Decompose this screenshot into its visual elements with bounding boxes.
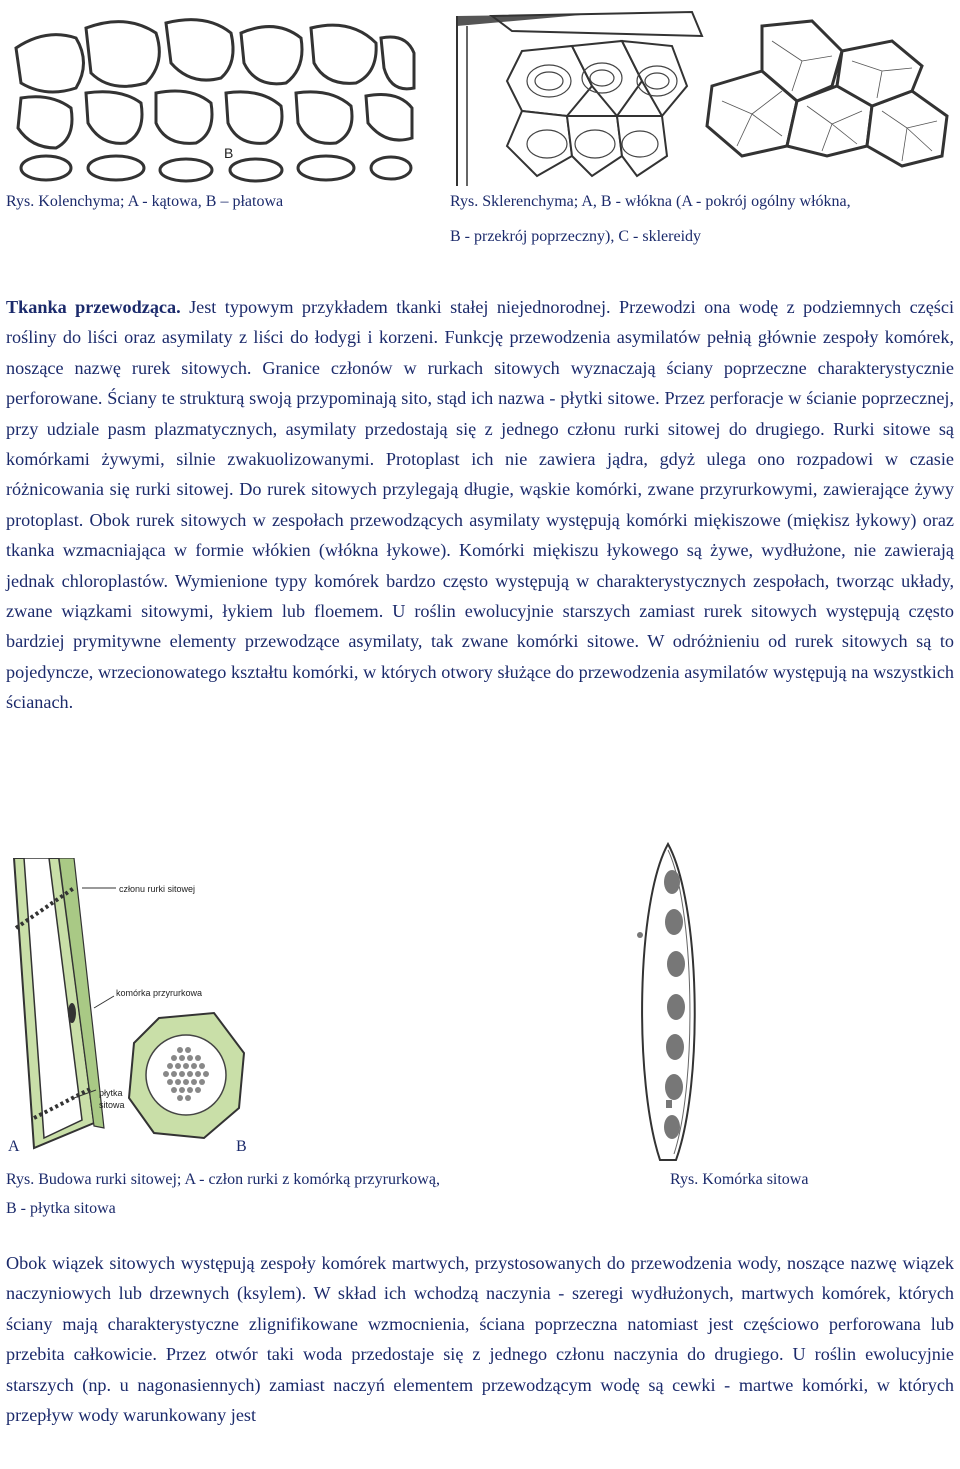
rurka-sitowa-figure [4,858,256,1158]
label-plytka-1: płytka [99,1088,123,1098]
komorka-sitowa-caption: Rys. Komórka sitowa [670,1171,809,1188]
label-czlon-rurki: członu rurki sitowej [119,884,196,894]
kolenchyma-caption: Rys. Kolenchyma; A - kątowa, B – płatowa [6,193,284,210]
sklerenchyma-figure [452,6,952,188]
sklerenchyma-caption-line1: Rys. Sklerenchyma; A, B - włókna (A - pokrój ogólny włókna, [450,193,851,210]
kolenchyma-label-b: B [224,145,234,161]
label-komorka-przyrurkowa: komórka przyrurkowa [116,988,203,998]
paragraph-body: Jest typowym przykładem tkanki stałej niejednorodnej. Przewodzi ona wodę z podziemnych części rośliny do liści oraz asymilaty z liści do łodygi i korzeni. Funkcję przewodzenia asymilatów pełnią głównie zespoły komórek, noszące nazwę rurek sitowych. Granice członów w rurkach sitowych wyznaczają ściany poprzeczne charakterystycznie perforowane. Ściany te strukturą swoją przypominają sito, stąd ich nazwa - płytki sitowe. Przez perforacje w ścianie poprzecznej, przy udziale pasm plazmatycznych, asymilaty przedostają się z jednego członu rurki sitowej do drugiego. Rurki sitowe są komórkami żywymi, silnie zwakuolizowanymi. Protoplast ich nie zawiera jądra, gdyż ulega ono rozpadowi w czasie różnicowania się rurki sitowej. Do rurek sitowych przylegają długie, wąskie komórki, zwane przyrurkowymi, zawierające żywy protoplast. Obok rurek sitowych w zespołach przewodzących asymilaty występują komórki miękiszowe (miękisz łykowy) oraz tkanka wzmacniająca w formie włókien (włókna łykowe). Komórki miękiszu łykowego są żywe, wydłużone, nie zawierają jednak chloroplastów. Wymienione typy komórek bardzo często występują w charakterystycznych zespołach, tworząc układy, zwane wiązkami sitowymi, łykiem lub floemem. U roślin ewolucyjnie starszych zamiast rurek sitowych występują często bardziej prymitywne elementy przewodzące asymilaty, tak zwane komórki sitowe. W odróżnieniu od rurek sitowych są to pojedyncze, wrzecionowatego kształtu komórki, w których otwory służące do przewodzenia asymilatów występują na wszystkich ścianach. [6,297,955,713]
rurka-caption-line2: B - płytka sitowa [6,1200,116,1217]
rurka-caption-line1: Rys. Budowa rurki sitowej; A - człon rurki z komórką przyrurkową, [6,1171,440,1188]
komorka-sitowa-figure [628,842,710,1164]
label-plytka-2: sitowa [99,1100,125,1110]
kolenchyma-figure [6,8,416,188]
paragraph-tkanka-przewodzaca [6,292,954,718]
rurka-label-b: B [236,1138,247,1155]
sklerenchyma-caption-line2: B - przekrój poprzeczny), C - sklereidy [450,228,702,245]
rurka-label-a: A [8,1138,20,1155]
paragraph-wiazki-naczyniowe [6,1248,954,1430]
paragraph2-body: Obok wiązek sitowych występują zespoły komórek martwych, przystosowanych do przewodzenia wody, noszące nazwę wiązek naczyniowych lub drzewnych (ksylem). W skład ich wchodzą naczynia - szeregi wydłużonych, martwych komórek, których ściany mają charakterystyczne zlignifikowane wzmocnienia, ściana poprzeczna natomiast jest częściowo perforowana lub przebita całkowicie. Przez otwór taki woda przedostaje się z jednego członu naczynia do drugiego. U roślin ewolucyjnie starszych (np. u nagonasiennych) zamiast naczyń elementem przewodzącym wodę są cewki - martwe komórki, w których przepływ wody warunkowany jest [6,1253,954,1426]
paragraph-heading: Tkanka przewodząca. [6,297,181,317]
